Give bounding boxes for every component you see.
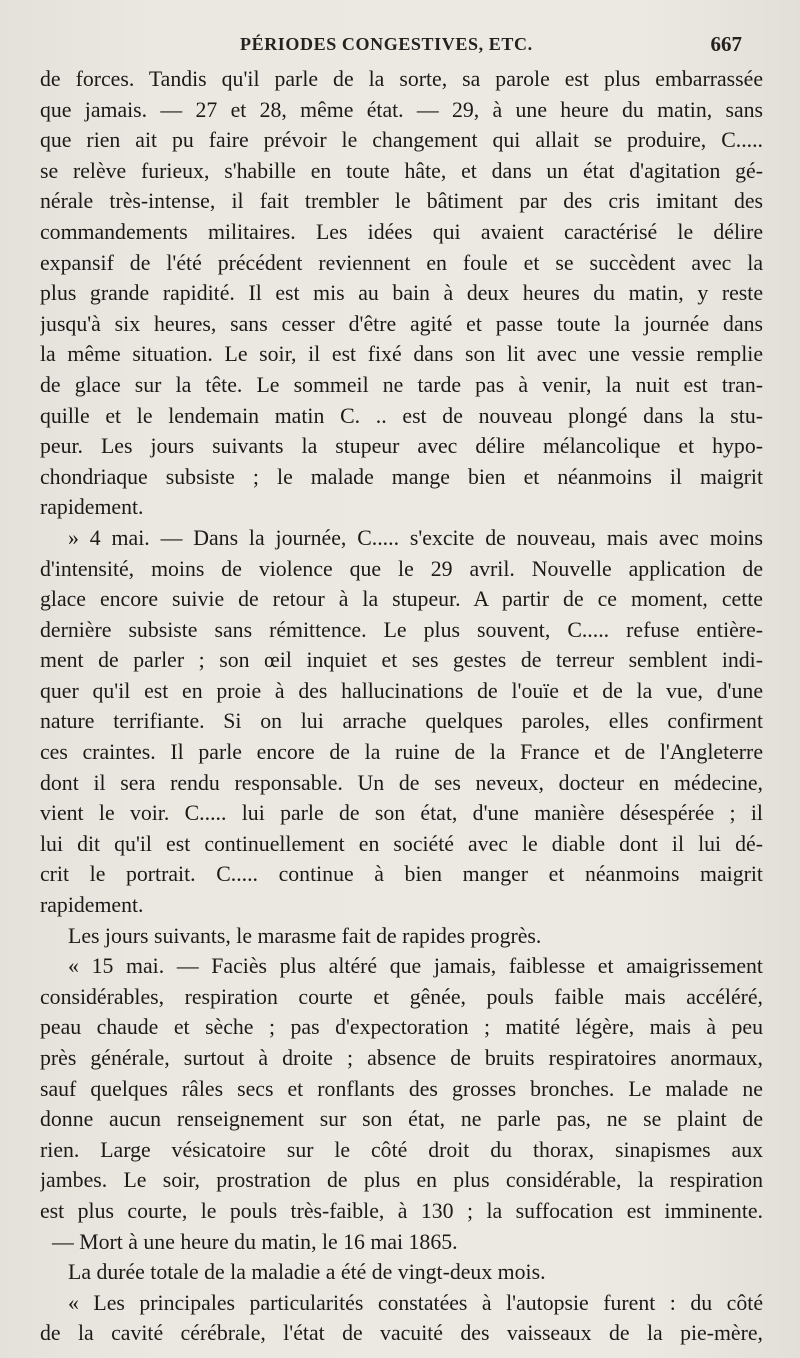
text-line: » 4 mai. — Dans la journée, C..... s'excite de nouveau, mais avec moins bbox=[68, 525, 763, 550]
text-line: Les jours suivants, le marasme fait de rapides progrès. bbox=[68, 923, 542, 948]
text-line: « 15 mai. — Faciès plus altéré que jamais, faiblesse et amaigrissement bbox=[68, 954, 763, 979]
page-number: 667 bbox=[710, 32, 742, 56]
text-line: crit le portrait. C..... continue à bien manger et néanmoins maigrit bbox=[40, 862, 763, 887]
text-line: jambes. Le soir, prostration de plus en plus considérable, la respiration bbox=[40, 1168, 763, 1193]
text-line: près générale, surtout à droite ; absence de bruits respiratoires anormaux, bbox=[40, 1046, 763, 1070]
text-line: d'intensité, moins de violence que le 29 avril. Nouvelle application de bbox=[40, 556, 763, 581]
text-line: « Les principales particularités constatées à l'autopsie furent : du côté bbox=[68, 1290, 763, 1315]
text-line: glace encore suivie de retour à la stupeur. A partir de ce moment, cette bbox=[40, 587, 763, 612]
text-line: jusqu'à six heures, sans cesser d'être agité et passe toute la journée dans bbox=[40, 311, 763, 336]
text-line: est plus courte, le pouls très-faible, à 130 ; la suffocation est imminente. bbox=[40, 1198, 763, 1223]
text-line: peur. Les jours suivants la stupeur avec délire mélancolique et hypo- bbox=[40, 434, 763, 459]
text-line: plus grande rapidité. Il est mis au bain à deux heures du matin, y reste bbox=[40, 281, 763, 306]
text-line: quille et le lendemain matin C. .. est de nouveau plongé dans la stu- bbox=[40, 403, 763, 428]
text-line: nature terrifiante. Si on lui arrache quelques paroles, elles confirment bbox=[40, 709, 763, 734]
text-line: commandements militaires. Les idées qui avaient caractérisé le délire bbox=[40, 219, 763, 244]
page-header bbox=[40, 30, 740, 62]
text-line: dernière subsiste sans rémittence. Le plus souvent, C..... refuse entière- bbox=[40, 617, 763, 642]
text-line: la même situation. Le soir, il est fixé dans son lit avec une vessie remplie bbox=[40, 342, 763, 367]
text-line: que rien ait pu faire prévoir le changement qui allait se produire, C..... bbox=[40, 128, 763, 153]
text-line: donne aucun renseignement sur son état, ne parle pas, ne se plaint de bbox=[40, 1107, 763, 1132]
text-line: La durée totale de la maladie a été de vingt-deux mois. bbox=[68, 1260, 546, 1285]
text-line: vient le voir. C..... lui parle de son état, d'une manière désespérée ; il bbox=[40, 801, 763, 826]
text-line: de forces. Tandis qu'il parle de la sorte, sa parole est plus embarrassée bbox=[40, 67, 763, 91]
running-title: PÉRIODES CONGESTIVES, ETC. bbox=[240, 34, 533, 54]
text-line: quer qu'il est en proie à des hallucinations de l'ouïe et de la vue, d'une bbox=[40, 678, 763, 703]
text-line: ces craintes. Il parle encore de la ruine de la France et de l'Angleterre bbox=[40, 740, 763, 765]
text-line: chondriaque subsiste ; le malade mange bien et néanmoins il maigrit bbox=[40, 464, 763, 489]
body-text bbox=[40, 64, 763, 1349]
text-line: ment de parler ; son œil inquiet et ses gestes de terreur semblent indi- bbox=[40, 648, 763, 673]
text-line: que jamais. — 27 et 28, même état. — 29, à une heure du matin, sans bbox=[40, 97, 763, 122]
text-line: considérables, respiration courte et gênée, pouls faible mais accéléré, bbox=[40, 984, 763, 1009]
text-line: nérale très-intense, il fait trembler le bâtiment par des cris imitant des bbox=[40, 189, 763, 214]
text-line: rapidement. bbox=[40, 495, 144, 520]
text-line: lui dit qu'il est continuellement en société avec le diable dont il lui dé- bbox=[40, 831, 763, 856]
text-line: dont il sera rendu responsable. Un de ses neveux, docteur en médecine, bbox=[40, 770, 763, 795]
text-line: de la cavité cérébrale, l'état de vacuité des vaisseaux de la pie-mère, bbox=[40, 1321, 763, 1346]
text-line: expansif de l'été précédent reviennent en foule et se succèdent avec la bbox=[40, 250, 763, 275]
text-line: rien. Large vésicatoire sur le côté droit du thorax, sinapismes aux bbox=[40, 1137, 763, 1162]
text-line: se relève furieux, s'habille en toute hâte, et dans un état d'agitation gé- bbox=[40, 158, 763, 183]
text-line: — Mort à une heure du matin, le 16 mai 1865. bbox=[52, 1229, 458, 1254]
text-line: sauf quelques râles secs et ronflants des grosses bronches. Le malade ne bbox=[40, 1076, 763, 1101]
text-line: peau chaude et sèche ; pas d'expectoration ; matité légère, mais à peu bbox=[40, 1015, 763, 1040]
text-line: rapidement. bbox=[40, 893, 144, 918]
text-line: de glace sur la tête. Le sommeil ne tarde pas à venir, la nuit est tran- bbox=[40, 372, 763, 397]
